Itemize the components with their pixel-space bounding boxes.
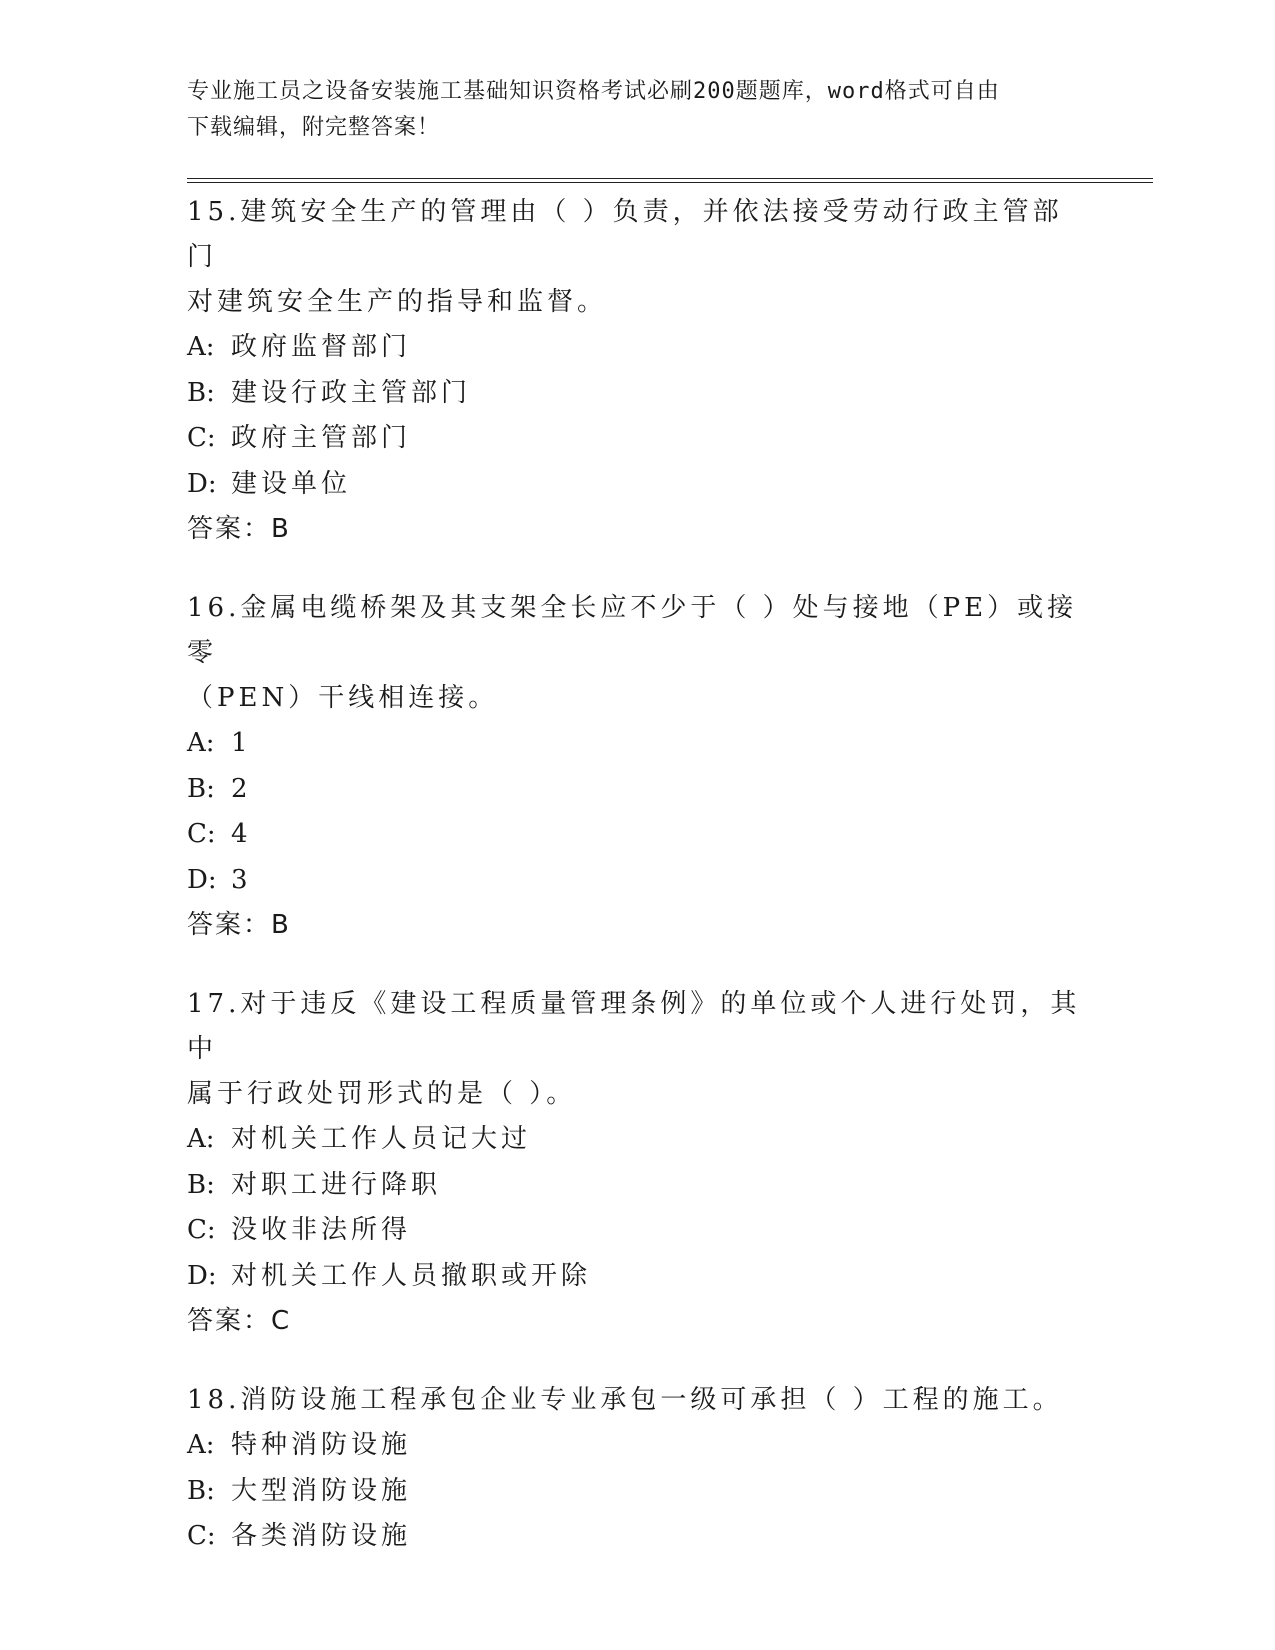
option-b <box>187 1469 1087 1515</box>
option-key: B: <box>187 1169 215 1200</box>
question-16 <box>187 586 1087 948</box>
header-line-2: 下载编辑，附完整答案！ <box>187 115 441 140</box>
option-c <box>187 1208 1087 1254</box>
question-text-line: （PEN）干线相连接。 <box>187 683 499 713</box>
option-a <box>187 721 1087 767</box>
option-text: 3 <box>231 864 252 895</box>
answer-line: 答案：C <box>187 1306 292 1336</box>
question-15 <box>187 190 1087 552</box>
option-key: C: <box>187 423 216 453</box>
option-key: D: <box>187 864 217 895</box>
option-text: 政府主管部门 <box>231 423 412 453</box>
option-text: 对机关工作人员记大过 <box>231 1124 532 1154</box>
option-b <box>187 371 1087 417</box>
question-text-line: 18.消防设施工程承包企业专业承包一级可承担（ ）工程的施工。 <box>187 1385 1063 1415</box>
option-text: 政府监督部门 <box>231 332 412 362</box>
question-text-line: 17.对于违反《建设工程质量管理条例》的单位或个人进行处罚，其中 <box>187 989 1081 1064</box>
option-key: C: <box>187 1215 216 1245</box>
option-key: B: <box>187 1475 215 1506</box>
question-text-line: 16.金属电缆桥架及其支架全长应不少于（ ）处与接地（PE）或接零 <box>187 593 1078 668</box>
option-text: 特种消防设施 <box>231 1430 412 1460</box>
question-text <box>187 1378 1087 1423</box>
option-text: 1 <box>231 728 252 758</box>
option-text: 2 <box>231 773 252 804</box>
option-key: B: <box>187 773 215 804</box>
question-text <box>187 586 1087 721</box>
option-c <box>187 1514 1087 1560</box>
option-key: C: <box>187 819 216 849</box>
option-text: 大型消防设施 <box>231 1475 412 1506</box>
option-c <box>187 812 1087 858</box>
option-key: D: <box>187 1260 217 1291</box>
answer-line: 答案：B <box>187 910 291 940</box>
option-key: A: <box>187 1430 215 1460</box>
option-text: 4 <box>231 819 252 849</box>
option-text: 对职工进行降职 <box>231 1169 442 1200</box>
option-d <box>187 462 1087 508</box>
question-text <box>187 190 1087 325</box>
option-c <box>187 416 1087 462</box>
option-a <box>187 1117 1087 1163</box>
option-key: C: <box>187 1521 216 1551</box>
option-text: 建设行政主管部门 <box>231 377 472 408</box>
header-divider <box>187 178 1153 183</box>
option-d <box>187 858 1087 904</box>
option-a <box>187 1423 1087 1469</box>
question-text-line: 属于行政处罚形式的是（ ）。 <box>187 1079 577 1109</box>
question-text-line: 15.建筑安全生产的管理由（ ）负责，并依法接受劳动行政主管部门 <box>187 197 1063 272</box>
option-key: A: <box>187 728 215 758</box>
option-text: 各类消防设施 <box>231 1521 412 1551</box>
option-text: 没收非法所得 <box>231 1215 412 1245</box>
option-key: A: <box>187 332 215 362</box>
option-d <box>187 1254 1087 1300</box>
question-text <box>187 982 1087 1117</box>
option-a <box>187 325 1087 371</box>
question-18 <box>187 1378 1087 1560</box>
option-b <box>187 767 1087 813</box>
option-key: A: <box>187 1124 215 1154</box>
option-key: B: <box>187 377 215 408</box>
option-text: 对机关工作人员撤职或开除 <box>231 1260 592 1291</box>
question-text-line: 对建筑安全生产的指导和监督。 <box>187 287 608 317</box>
answer-line: 答案：B <box>187 514 291 544</box>
document-header <box>187 74 1087 146</box>
option-text: 建设单位 <box>231 468 352 499</box>
header-line-1: 专业施工员之设备安装施工基础知识资格考试必刷200题题库，word格式可自由 <box>187 79 1000 104</box>
question-list <box>187 190 1087 1594</box>
option-b <box>187 1163 1087 1209</box>
option-key: D: <box>187 468 217 499</box>
question-17 <box>187 982 1087 1344</box>
